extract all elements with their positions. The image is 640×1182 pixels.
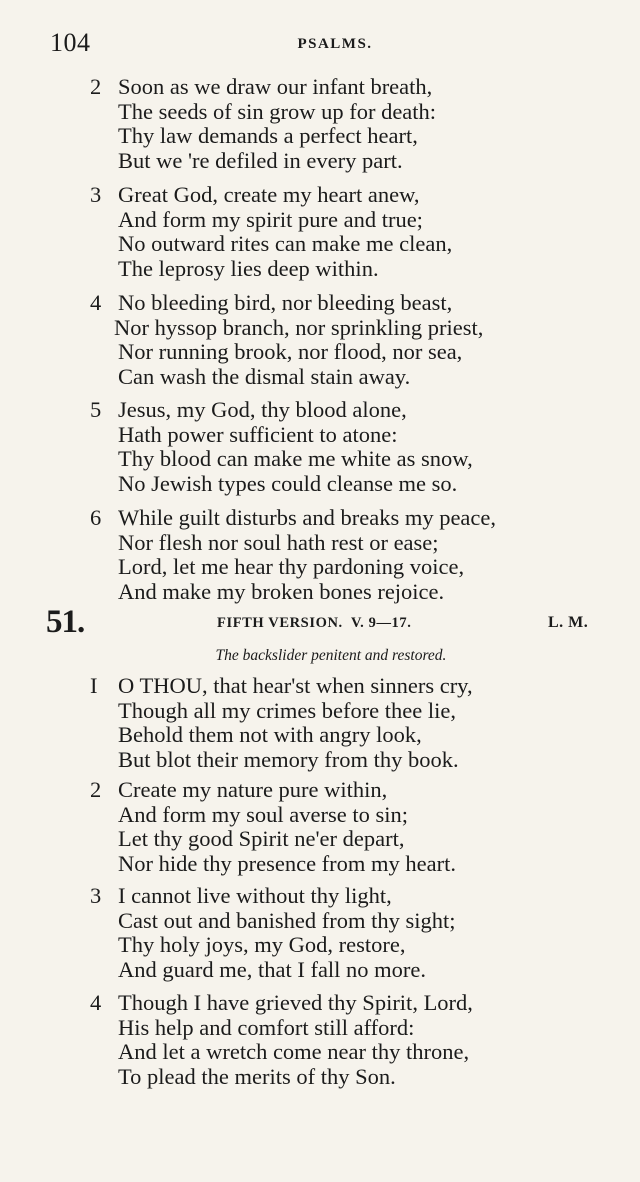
stanza-prev-4	[90, 291, 620, 389]
verse-line: I cannot live without thy light,	[118, 883, 392, 908]
verse-line: Let thy good Spirit ne'er depart,	[118, 826, 405, 851]
verse-line: And form my spirit pure and true;	[118, 206, 423, 232]
verse-line: To plead the merits of thy Son.	[118, 1063, 396, 1089]
verse-line: No Jewish types could cleanse me so.	[118, 470, 458, 496]
stanza-prev-2	[90, 75, 620, 173]
stanza-prev-6	[90, 506, 620, 604]
verse-line: Soon as we draw our infant breath,	[118, 74, 433, 99]
verse-line: And let a wretch come near thy throne,	[118, 1039, 470, 1064]
hymn-meter: L. M.	[548, 614, 589, 631]
verse-line: Behold them not with angry look,	[118, 722, 422, 747]
verse-line: Great God, create my heart anew,	[118, 182, 420, 207]
verse-line: Thy law demands a perfect heart,	[118, 123, 418, 148]
stanza-prev-3	[90, 183, 620, 281]
verse-line: Nor running brook, nor flood, nor sea,	[118, 339, 463, 364]
verse-line: But blot their memory from thy book.	[118, 746, 459, 772]
hymn-title: FIFTH VERSION. V. 9—17.	[217, 615, 412, 631]
running-head: PSALMS.	[297, 36, 373, 52]
stanza-number: 6	[90, 505, 102, 530]
verse-line: No outward rites can make me clean,	[118, 231, 453, 256]
verse-line: Can wash the dismal stain away.	[118, 363, 411, 389]
verse-line: Thy blood can make me white as snow,	[118, 446, 473, 471]
verse-line: The seeds of sin grow up for death:	[118, 98, 437, 124]
verse-line: Cast out and banished from thy sight;	[118, 907, 456, 933]
verse-line: Jesus, my God, thy blood alone,	[118, 397, 407, 422]
stanza-prev-5	[90, 398, 620, 496]
verse-line: No bleeding bird, nor bleeding beast,	[118, 290, 453, 315]
stanza-number: 2	[90, 777, 102, 802]
hymn-number: 51.	[46, 604, 85, 640]
verse-line: Nor hide thy presence from my heart.	[118, 850, 457, 876]
verse-line: His help and comfort still afford:	[118, 1014, 415, 1040]
stanza-number: 3	[90, 182, 102, 207]
verse-line: Thy holy joys, my God, restore,	[118, 932, 406, 957]
verse-line: Nor flesh nor soul hath rest or ease;	[118, 529, 439, 555]
verse-line: Though all my crimes before thee lie,	[118, 697, 457, 723]
verse-line: But we 're defiled in every part.	[118, 147, 403, 173]
stanza-hymn-4	[90, 991, 620, 1089]
verse-line: And form my soul averse to sin;	[118, 801, 408, 827]
stanza-number: 5	[90, 397, 102, 422]
verse-line: O THOU, that hear'st when sinners cry,	[118, 673, 473, 698]
stanza-hymn-3	[90, 884, 620, 982]
stanza-number: 4	[90, 990, 102, 1015]
hymn-subtitle: The backslider penitent and restored.	[215, 647, 447, 664]
stanza-hymn-1	[90, 674, 620, 772]
verse-line: Nor hyssop branch, nor sprinkling priest,	[114, 314, 484, 340]
verse-line: And guard me, that I fall no more.	[118, 956, 427, 982]
stanza-number: I	[90, 673, 98, 698]
verse-line: Hath power sufficient to atone:	[118, 421, 398, 447]
stanza-number: 2	[90, 74, 102, 99]
verse-line: While guilt disturbs and breaks my peace,	[118, 505, 497, 530]
verse-line: Though I have grieved thy Spirit, Lord,	[118, 990, 473, 1015]
verse-line: Create my nature pure within,	[118, 777, 388, 802]
verse-line: Lord, let me hear thy pardoning voice,	[118, 554, 465, 579]
verse-line: The leprosy lies deep within.	[118, 255, 379, 281]
page-number: 104	[50, 28, 91, 57]
stanza-number: 4	[90, 290, 102, 315]
verse-line: And make my broken bones rejoice.	[118, 578, 445, 604]
stanza-hymn-2	[90, 778, 620, 876]
stanza-number: 3	[90, 883, 102, 908]
